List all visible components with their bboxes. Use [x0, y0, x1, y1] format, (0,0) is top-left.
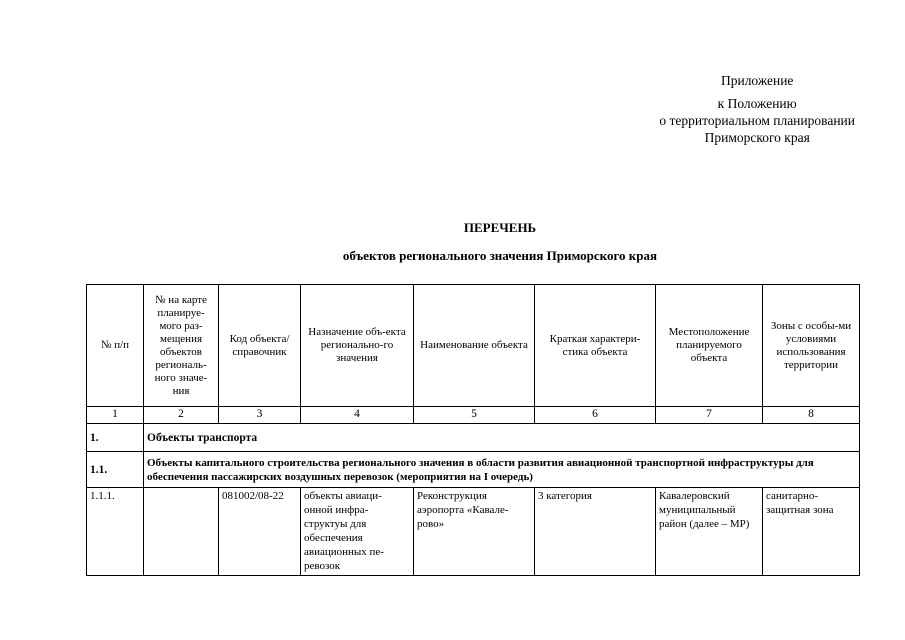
header-cell: № п/п — [87, 285, 144, 407]
column-numbers-row — [87, 407, 860, 424]
section-title: Объекты транспорта — [144, 424, 860, 452]
map-number-cell — [144, 488, 219, 576]
table-header-row — [87, 285, 860, 407]
objects-table — [86, 284, 860, 576]
annex-line: к Положению — [717, 96, 797, 111]
document-subtitle: объектов регионального значения Приморского края — [342, 248, 658, 263]
column-number: 7 — [656, 407, 763, 424]
special-zones-cell: санитарно-защитная зона — [763, 488, 860, 576]
column-number: 1 — [87, 407, 144, 424]
column-number: 2 — [144, 407, 219, 424]
section-row — [87, 424, 860, 452]
column-number: 8 — [763, 407, 860, 424]
column-number: 4 — [301, 407, 414, 424]
document-title: ПЕРЕЧЕНЬ — [463, 220, 537, 235]
object-code-cell: 081002/08-22 — [219, 488, 301, 576]
section-number: 1. — [87, 424, 144, 452]
object-name-cell: Реконструкция аэропорта «Кавале-рово» — [414, 488, 535, 576]
annex-line: о территориальном планировании — [659, 113, 855, 128]
header-cell: Краткая характери-стика объекта — [535, 285, 656, 407]
object-characteristic-cell: 3 категория — [535, 488, 656, 576]
header-cell: Зоны с особы-ми условиями использования территории — [763, 285, 860, 407]
column-number: 5 — [414, 407, 535, 424]
annex-line: Приморского края — [704, 130, 810, 145]
annex-title: Приложение — [720, 73, 794, 88]
annex-block — [659, 72, 855, 146]
table-row — [87, 488, 860, 576]
header-cell: Местоположение планируемого объекта — [656, 285, 763, 407]
subsection-row — [87, 452, 860, 488]
row-number: 1.1.1. — [87, 488, 144, 576]
column-number: 6 — [535, 407, 656, 424]
header-cell: Код объекта/ справочник — [219, 285, 301, 407]
column-number: 3 — [219, 407, 301, 424]
subsection-title: Объекты капитального строительства регионального значения в области развития авиационной транспортной инфраструктуры для обеспечения пассажирских воздушных перевозок (мероприятия на I очередь) — [144, 452, 860, 488]
object-purpose-cell: объекты авиаци-онной инфра-структуы для обеспечения авиационных пе-ревозок — [301, 488, 414, 576]
header-cell: № на карте планируе-мого раз-мещения объектов региональ-ного значе-ния — [144, 285, 219, 407]
header-cell: Наименование объекта — [414, 285, 535, 407]
subsection-number: 1.1. — [87, 452, 144, 488]
object-location-cell: Кавалеровский муниципальный район (далее – МР) — [656, 488, 763, 576]
header-cell: Назначение объ-екта регионально-го значения — [301, 285, 414, 407]
